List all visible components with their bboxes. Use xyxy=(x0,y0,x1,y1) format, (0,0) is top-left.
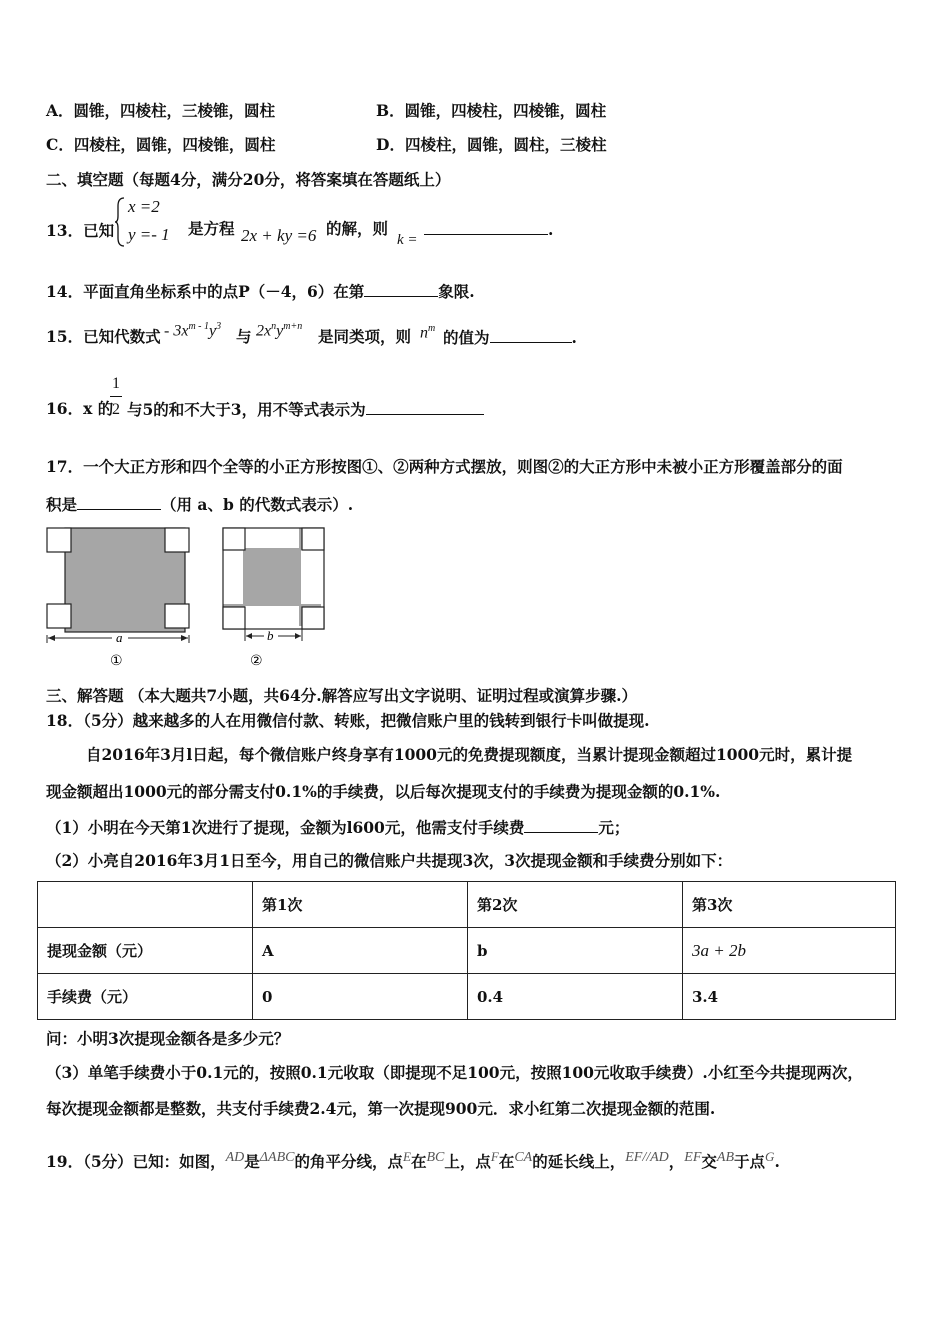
q15-expr1-sup: m - 1 xyxy=(188,321,209,332)
q19-t2: 是 xyxy=(244,1152,260,1171)
q18-part1 xyxy=(46,816,629,839)
q19-t10: 于点 xyxy=(734,1152,766,1171)
fig2-label: ② xyxy=(250,653,263,669)
table-cell: 3a + 2b xyxy=(683,928,896,974)
q16-frac-den: 2 xyxy=(112,401,120,418)
q15-suffix: 的值为 xyxy=(443,328,490,347)
q18-part1b: 元； xyxy=(598,818,630,837)
q19-ca: CA xyxy=(514,1150,533,1165)
q13-suffix: 的解，则 xyxy=(326,219,389,238)
q17-line2a: 积是 xyxy=(46,495,78,514)
q14-text xyxy=(46,280,475,303)
q16-suffix-line xyxy=(127,398,484,421)
fig2-small-square-tr xyxy=(302,528,324,550)
q17-line1: 17．一个大正方形和四个全等的小正方形按图①、②两种方式摆放，则图②的大正方形中未被小正方形覆盖部分的面 xyxy=(46,457,843,476)
q14-prefix: 14．平面直角坐标系中的点P（－4，6）在第 xyxy=(46,282,365,301)
q15-nm xyxy=(420,318,435,344)
q19-t8: ， xyxy=(668,1152,685,1171)
q18-part1a: （1）小明在今天第1次进行了提现，金额为l600元，他需支付手续费 xyxy=(46,818,525,837)
q15-expr2-sup: n xyxy=(271,321,277,332)
brace-icon xyxy=(114,196,126,248)
fig1-small-square-br xyxy=(165,604,189,628)
q16-frac-num: 1 xyxy=(112,375,120,392)
q19-ef: EF xyxy=(684,1150,702,1165)
table-cell: 手续费（元） xyxy=(38,974,253,1020)
q19-line xyxy=(46,1146,780,1173)
q15-mid: 是同类项，则 xyxy=(318,327,412,346)
q13-eq1: x =2 xyxy=(128,197,160,216)
q19-ad: AD xyxy=(225,1150,245,1165)
q16-prefix: 16．x 的 xyxy=(46,399,114,418)
q19-f: F xyxy=(490,1149,499,1164)
table-cell: A xyxy=(253,928,468,974)
q19-t9: 交 xyxy=(701,1152,717,1171)
q19-ab: AB xyxy=(716,1150,735,1165)
q15-end: . xyxy=(571,328,577,347)
q18-question: 问：小明3次提现金额各是多少元？ xyxy=(46,1029,290,1048)
table-row xyxy=(38,928,896,974)
q18-part2: （2）小亮自2016年3月1日至今，用自己的微信账户共提现3次，3次提现金额和手续费分别如下： xyxy=(46,851,733,870)
q15-expr2-ysup: m+n xyxy=(283,321,303,332)
table-cell: 3.4 xyxy=(683,974,896,1020)
table-cell: 0 xyxy=(253,974,468,1020)
fig2-small-square-bl xyxy=(223,607,245,629)
q16-frac-bar xyxy=(110,396,122,397)
q18-part3b: 每次提现金额都是整数，共支付手续费2.4元，第一次提现900元．求小红第二次提现金额的范围. xyxy=(46,1099,716,1118)
q18-para2: 现金额超出1000元的部分需支付0.1%的手续费，以后每次提现支付的手续费为提现金额的0.1%. xyxy=(46,782,721,801)
q17-line2 xyxy=(46,493,353,516)
q15-nm-base: n xyxy=(420,324,428,342)
q15-expr1 xyxy=(164,316,221,342)
q19-g: G xyxy=(765,1149,775,1164)
q13-blank-line xyxy=(424,218,553,241)
fig1-label: ① xyxy=(110,653,123,669)
q13-k-label: k = xyxy=(397,232,418,248)
q15-nm-sup: m xyxy=(428,323,436,334)
table-row xyxy=(38,882,896,928)
q19-t4: 在 xyxy=(410,1152,427,1171)
q13-mid: 是方程 xyxy=(188,219,235,238)
q16-suffix: 与5的和不大于3，用不等式表示为 xyxy=(127,400,366,419)
option-d: D．四棱柱，圆锥，圆柱，三棱柱 xyxy=(376,135,607,154)
fig1-small-square-bl xyxy=(47,604,71,628)
q18-part3a: （3）单笔手续费小于0.1元的，按照0.1元收取（即提现不足100元，按照100元收取手续费）.小红至今共提现两次， xyxy=(46,1063,863,1082)
q19-e: E xyxy=(402,1149,411,1164)
fee-table xyxy=(37,881,896,1020)
q15-expr2-base: 2x xyxy=(256,322,272,340)
fig1-small-square-tl xyxy=(47,528,71,552)
option-a: A．圆锥，四棱柱，三棱锥，圆柱 xyxy=(46,101,276,120)
table-cell xyxy=(38,882,253,928)
section-3-title: 三、解答题 （本大题共7小题，共64分.解答应写出文字说明、证明过程或演算步骤.） xyxy=(46,686,638,705)
q17-line2b: （用 a、b 的代数式表示）. xyxy=(161,495,354,514)
q14-end: 象限. xyxy=(438,282,475,301)
table-cell: 提现金额（元） xyxy=(38,928,253,974)
q19-efad: EF//AD xyxy=(625,1150,669,1165)
q13-eq2: y =- 1 xyxy=(128,225,170,244)
q13-prefix: 13．已知 xyxy=(46,221,115,240)
fig1-small-square-tr xyxy=(165,528,189,552)
table-cell: 0.4 xyxy=(468,974,683,1020)
fig2-small-square-br xyxy=(302,607,324,629)
q15-expr2-y: y xyxy=(276,322,284,340)
table-cell: b xyxy=(468,928,683,974)
figure-2 xyxy=(220,525,326,670)
q19-t1: 19．（5分）已知：如图， xyxy=(46,1152,226,1171)
option-b: B．圆锥，四棱柱，四棱锥，圆柱 xyxy=(376,101,607,120)
q15-expr1-y: y xyxy=(209,322,217,340)
q13-end: . xyxy=(548,220,554,239)
q18-intro: 18．（5分）越来越多的人在用微信付款、转账，把微信账户里的钱转到银行卡叫做提现. xyxy=(46,711,650,730)
table-row xyxy=(38,974,896,1020)
q15-with: 与 xyxy=(236,327,252,346)
q19-t6: 在 xyxy=(498,1152,515,1171)
q13-equation: 2x + ky =6 xyxy=(241,226,317,245)
option-c: C．四棱柱，圆锥，四棱锥，圆柱 xyxy=(46,135,276,154)
q19-t3: 的角平分线，点 xyxy=(294,1152,403,1171)
q15-suffix-line xyxy=(443,326,577,349)
fig1-dim-label: a xyxy=(116,630,123,645)
q19-t5: 上，点 xyxy=(444,1152,491,1171)
table-header-cell: 第3次 xyxy=(683,882,896,928)
figure-1 xyxy=(44,525,194,670)
q15-expr1-ysup: 3 xyxy=(216,321,222,332)
q18-para1: 自2016年3月l日起，每个微信账户终身享有1000元的免费提现额度，当累计提现金额超过1000元时，累计提 xyxy=(86,745,853,764)
q19-t11: . xyxy=(774,1152,780,1171)
fig2-dim-label: b xyxy=(267,628,274,643)
table-header-cell: 第1次 xyxy=(253,882,468,928)
table-header-cell: 第2次 xyxy=(468,882,683,928)
q15-prefix: 15．已知代数式 xyxy=(46,327,161,346)
q19-t7: 的延长线上， xyxy=(532,1152,626,1171)
fig2-small-square-tl xyxy=(223,528,245,550)
q19-bc: BC xyxy=(426,1150,445,1165)
q15-expr1-base: - 3x xyxy=(164,322,189,340)
section-2-title: 二、填空题（每题4分，满分20分，将答案填在答题纸上） xyxy=(46,170,451,189)
q15-expr2 xyxy=(256,316,302,342)
q19-abc: ΔABC xyxy=(259,1150,295,1165)
